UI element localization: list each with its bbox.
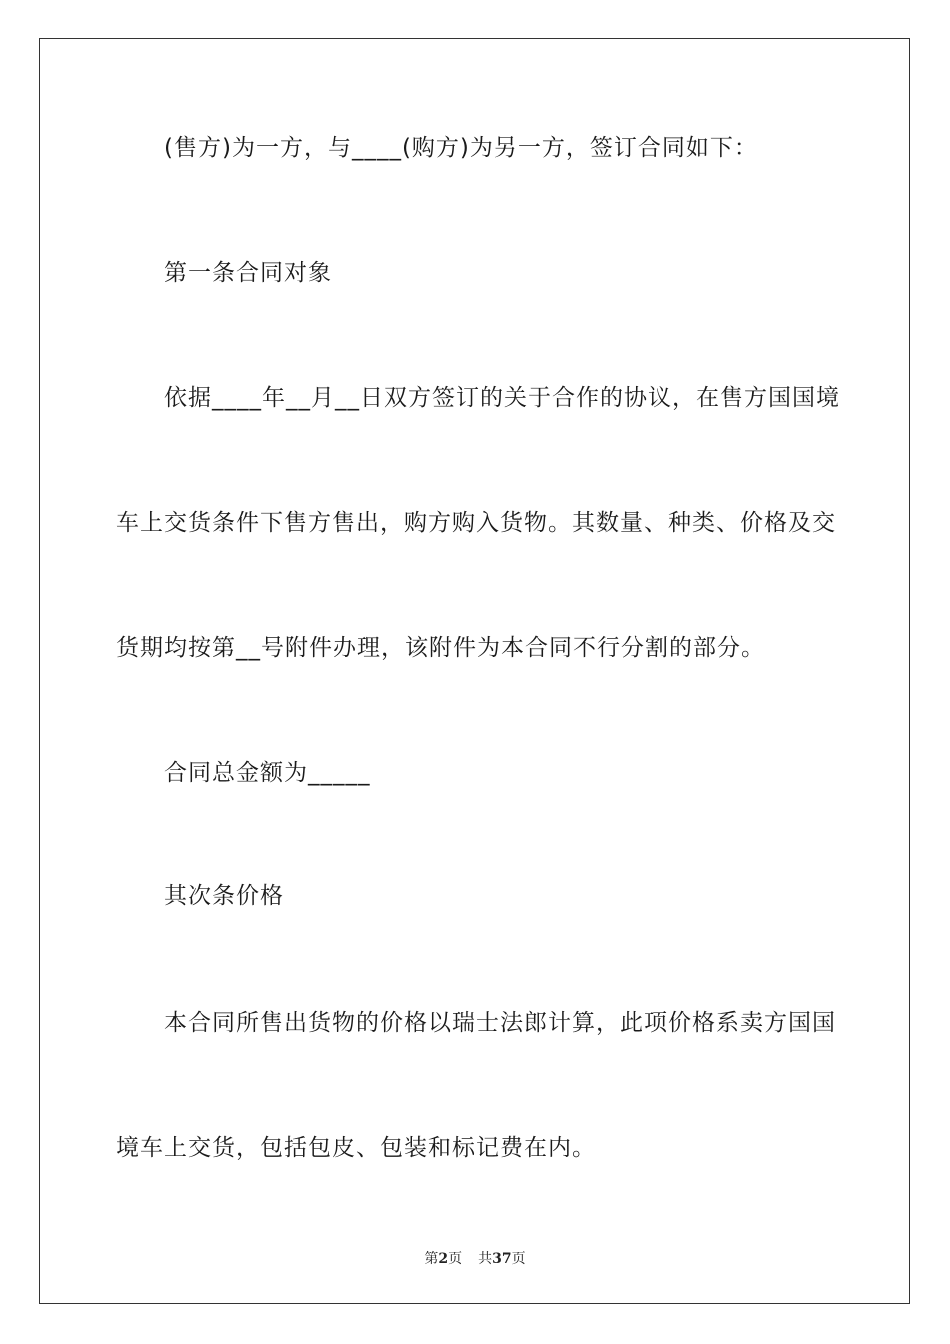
paragraph-line: 依据____年__月__日双方签订的关于合作的协议，在售方国国境 [164,385,840,411]
paragraph-line: 合同总金额为_____ [164,760,371,786]
total-prefix: 共 [478,1251,493,1267]
paragraph-line: 车上交货条件下售方售出，购方购入货物。其数量、种类、价格及交 [116,510,836,536]
page-border [39,38,910,1304]
page-suffix: 页 [448,1251,463,1267]
page-prefix: 第 [424,1251,439,1267]
page-footer [0,1248,950,1268]
paragraph-line: 货期均按第__号附件办理，该附件为本合同不行分割的部分。 [116,635,765,661]
section-heading: 其次条价格 [164,883,284,909]
total-suffix: 页 [511,1251,526,1267]
paragraph-line: 本合同所售出货物的价格以瑞士法郎计算，此项价格系卖方国国 [164,1010,836,1036]
paragraph-line: 境车上交货，包括包皮、包装和标记费在内。 [116,1135,596,1161]
section-heading: 第一条合同对象 [164,260,332,286]
page-number: 2 [438,1251,449,1267]
paragraph-line: (售方)为一方，与____(购方)为另一方，签订合同如下： [164,135,758,161]
total-pages: 37 [492,1251,512,1267]
